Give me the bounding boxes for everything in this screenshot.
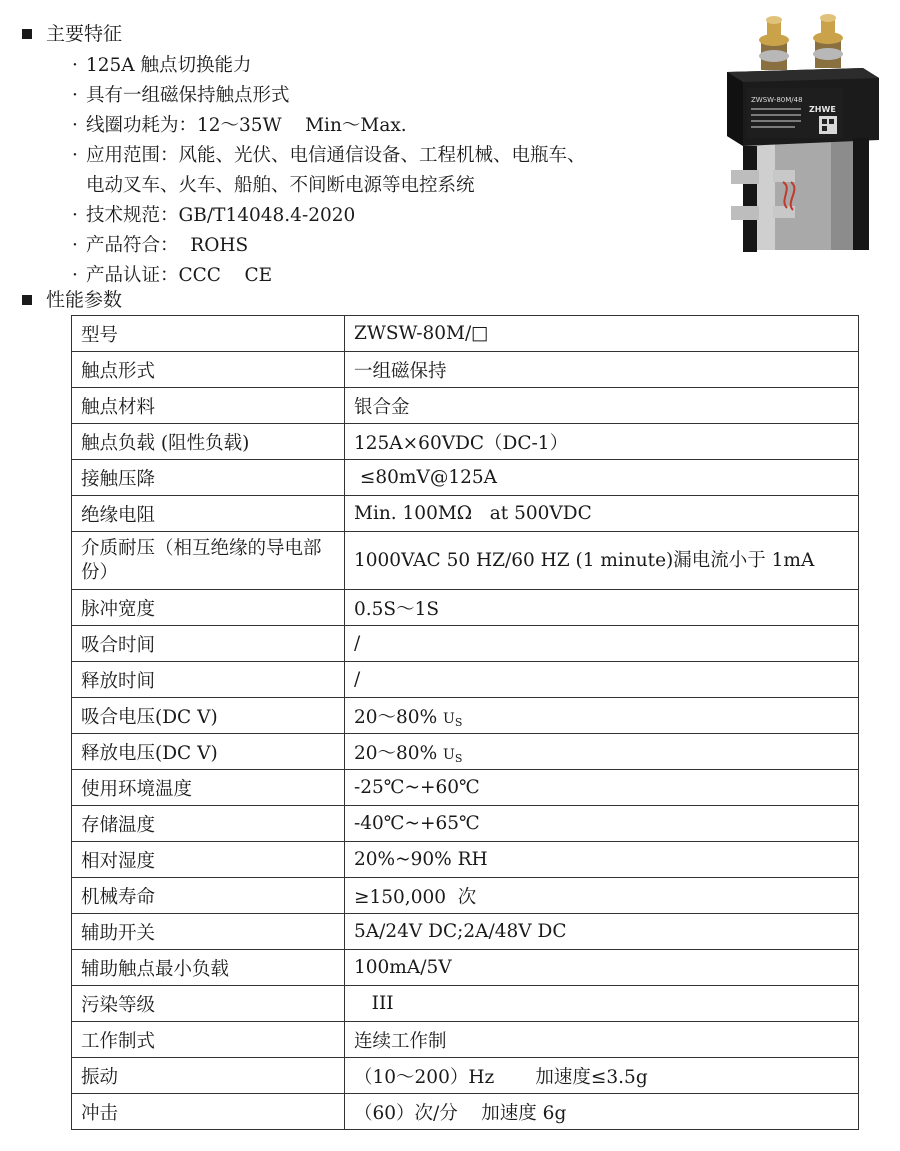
- feature-item: · 产品符合： ROHS: [72, 231, 712, 261]
- table-row: [72, 914, 859, 950]
- param-value: 一组磁保持: [345, 352, 859, 388]
- table-row: [72, 424, 859, 460]
- bullet-dot-icon: ·: [72, 265, 78, 286]
- table-row: [72, 878, 859, 914]
- table-row: [72, 532, 859, 590]
- table-row: [72, 460, 859, 496]
- table-row: [72, 770, 859, 806]
- table-row: [72, 496, 859, 532]
- param-value: -40℃~+65℃: [345, 806, 859, 842]
- table-row: [72, 806, 859, 842]
- unit-symbol: U: [443, 710, 455, 727]
- param-value: 5A/24V DC;2A/48V DC: [345, 914, 859, 950]
- bullet-dot-icon: ·: [72, 205, 78, 226]
- param-name: 触点形式: [72, 352, 345, 388]
- features-heading: [22, 22, 122, 46]
- param-value: （10～200）Hz 加速度≤3.5g: [345, 1058, 859, 1094]
- param-name: 辅助开关: [72, 914, 345, 950]
- feature-item: · 应用范围：风能、光伏、电信通信设备、工程机械、电瓶车、: [72, 141, 712, 171]
- param-value: -25℃~+60℃: [345, 770, 859, 806]
- param-value: 连续工作制: [345, 1022, 859, 1058]
- param-name: 存储温度: [72, 806, 345, 842]
- param-value: 125A×60VDC（DC-1）: [345, 424, 859, 460]
- qr-code-icon: [819, 116, 837, 134]
- param-value: /: [345, 662, 859, 698]
- features-title: 主要特征: [46, 23, 123, 45]
- bullet-dot-icon: ·: [72, 235, 78, 256]
- param-value: 1000VAC 50 HZ/60 HZ (1 minute)漏电流小于 1mA: [345, 532, 859, 590]
- param-value: ≥150,000 次: [345, 878, 859, 914]
- param-name: 绝缘电阻: [72, 496, 345, 532]
- brand-logo-text: ZHWE: [809, 105, 836, 114]
- table-row: [72, 316, 859, 352]
- param-name: 相对湿度: [72, 842, 345, 878]
- param-name: 触点负载 (阻性负载): [72, 424, 345, 460]
- param-name: 吸合时间: [72, 626, 345, 662]
- param-value-cell: [345, 734, 859, 770]
- table-row: [72, 734, 859, 770]
- feature-item: · 线圈功耗为：12～35W Min～Max.: [72, 111, 712, 141]
- square-bullet-icon: [22, 295, 32, 305]
- param-value: 0.5S～1S: [345, 590, 859, 626]
- features-list: [72, 51, 712, 291]
- table-row: [72, 950, 859, 986]
- param-value: 20～80%: [354, 706, 444, 728]
- bullet-dot-icon: ·: [72, 115, 78, 136]
- spade-terminal: [731, 206, 759, 220]
- spec-table: [71, 315, 859, 1130]
- param-name: 工作制式: [72, 1022, 345, 1058]
- unit-subscript: S: [454, 751, 463, 765]
- param-name: 使用环境温度: [72, 770, 345, 806]
- param-name: 污染等级: [72, 986, 345, 1022]
- param-name: 脉冲宽度: [72, 590, 345, 626]
- feature-item: · 具有一组磁保持触点形式: [72, 81, 712, 111]
- table-row: [72, 1022, 859, 1058]
- param-value: ≤80mV@125A: [345, 460, 859, 496]
- product-photo: [721, 10, 881, 255]
- param-name: 释放时间: [72, 662, 345, 698]
- param-name: 型号: [72, 316, 345, 352]
- param-value: 20%~90% RH: [345, 842, 859, 878]
- table-row: [72, 698, 859, 734]
- table-row: [72, 1094, 859, 1130]
- param-name: 吸合电压(DC V): [72, 698, 345, 734]
- feature-item-continuation: 电动叉车、火车、船舶、不间断电源等电控系统: [86, 175, 475, 196]
- table-row: [72, 352, 859, 388]
- performance-heading: [22, 288, 122, 312]
- param-value-cell: [345, 698, 859, 734]
- unit-symbol: U: [443, 746, 455, 763]
- param-value: 银合金: [345, 388, 859, 424]
- main-terminal-right: [813, 14, 843, 68]
- square-bullet-icon: [22, 29, 32, 39]
- param-name: 释放电压(DC V): [72, 734, 345, 770]
- table-row: [72, 662, 859, 698]
- param-name: 辅助触点最小负载: [72, 950, 345, 986]
- contactor-illustration: [721, 10, 881, 255]
- performance-title: 性能参数: [46, 289, 123, 311]
- param-name: 接触压降: [72, 460, 345, 496]
- param-value: 100mA/5V: [345, 950, 859, 986]
- table-row: [72, 842, 859, 878]
- table-row: [72, 626, 859, 662]
- param-name: 触点材料: [72, 388, 345, 424]
- param-name: 冲击: [72, 1094, 345, 1130]
- feature-item: · 技术规范：GB/T14048.4-2020: [72, 201, 712, 231]
- table-row: [72, 590, 859, 626]
- feature-item: · 产品认证：CCC CE: [72, 261, 712, 291]
- table-row: [72, 986, 859, 1022]
- param-value: （60）次/分 加速度 6g: [345, 1094, 859, 1130]
- table-row: [72, 1058, 859, 1094]
- param-value: III: [345, 986, 859, 1022]
- param-value: 20～80%: [354, 742, 444, 764]
- param-value: /: [345, 626, 859, 662]
- feature-item: · 125A 触点切换能力: [72, 51, 712, 81]
- bullet-dot-icon: ·: [72, 85, 78, 106]
- unit-subscript: S: [454, 715, 463, 729]
- param-name: 机械寿命: [72, 878, 345, 914]
- spade-terminal: [731, 170, 759, 184]
- param-value: Min. 100MΩ at 500VDC: [345, 496, 859, 532]
- param-name: 介质耐压（相互绝缘的导电部份）: [72, 532, 345, 590]
- param-name: 振动: [72, 1058, 345, 1094]
- label-model-text: ZWSW-80M/48: [751, 96, 803, 104]
- param-value: ZWSW-80M/□: [345, 316, 859, 352]
- bullet-dot-icon: ·: [72, 145, 78, 166]
- table-row: [72, 388, 859, 424]
- bullet-dot-icon: ·: [72, 55, 78, 76]
- main-terminal-left: [759, 16, 789, 70]
